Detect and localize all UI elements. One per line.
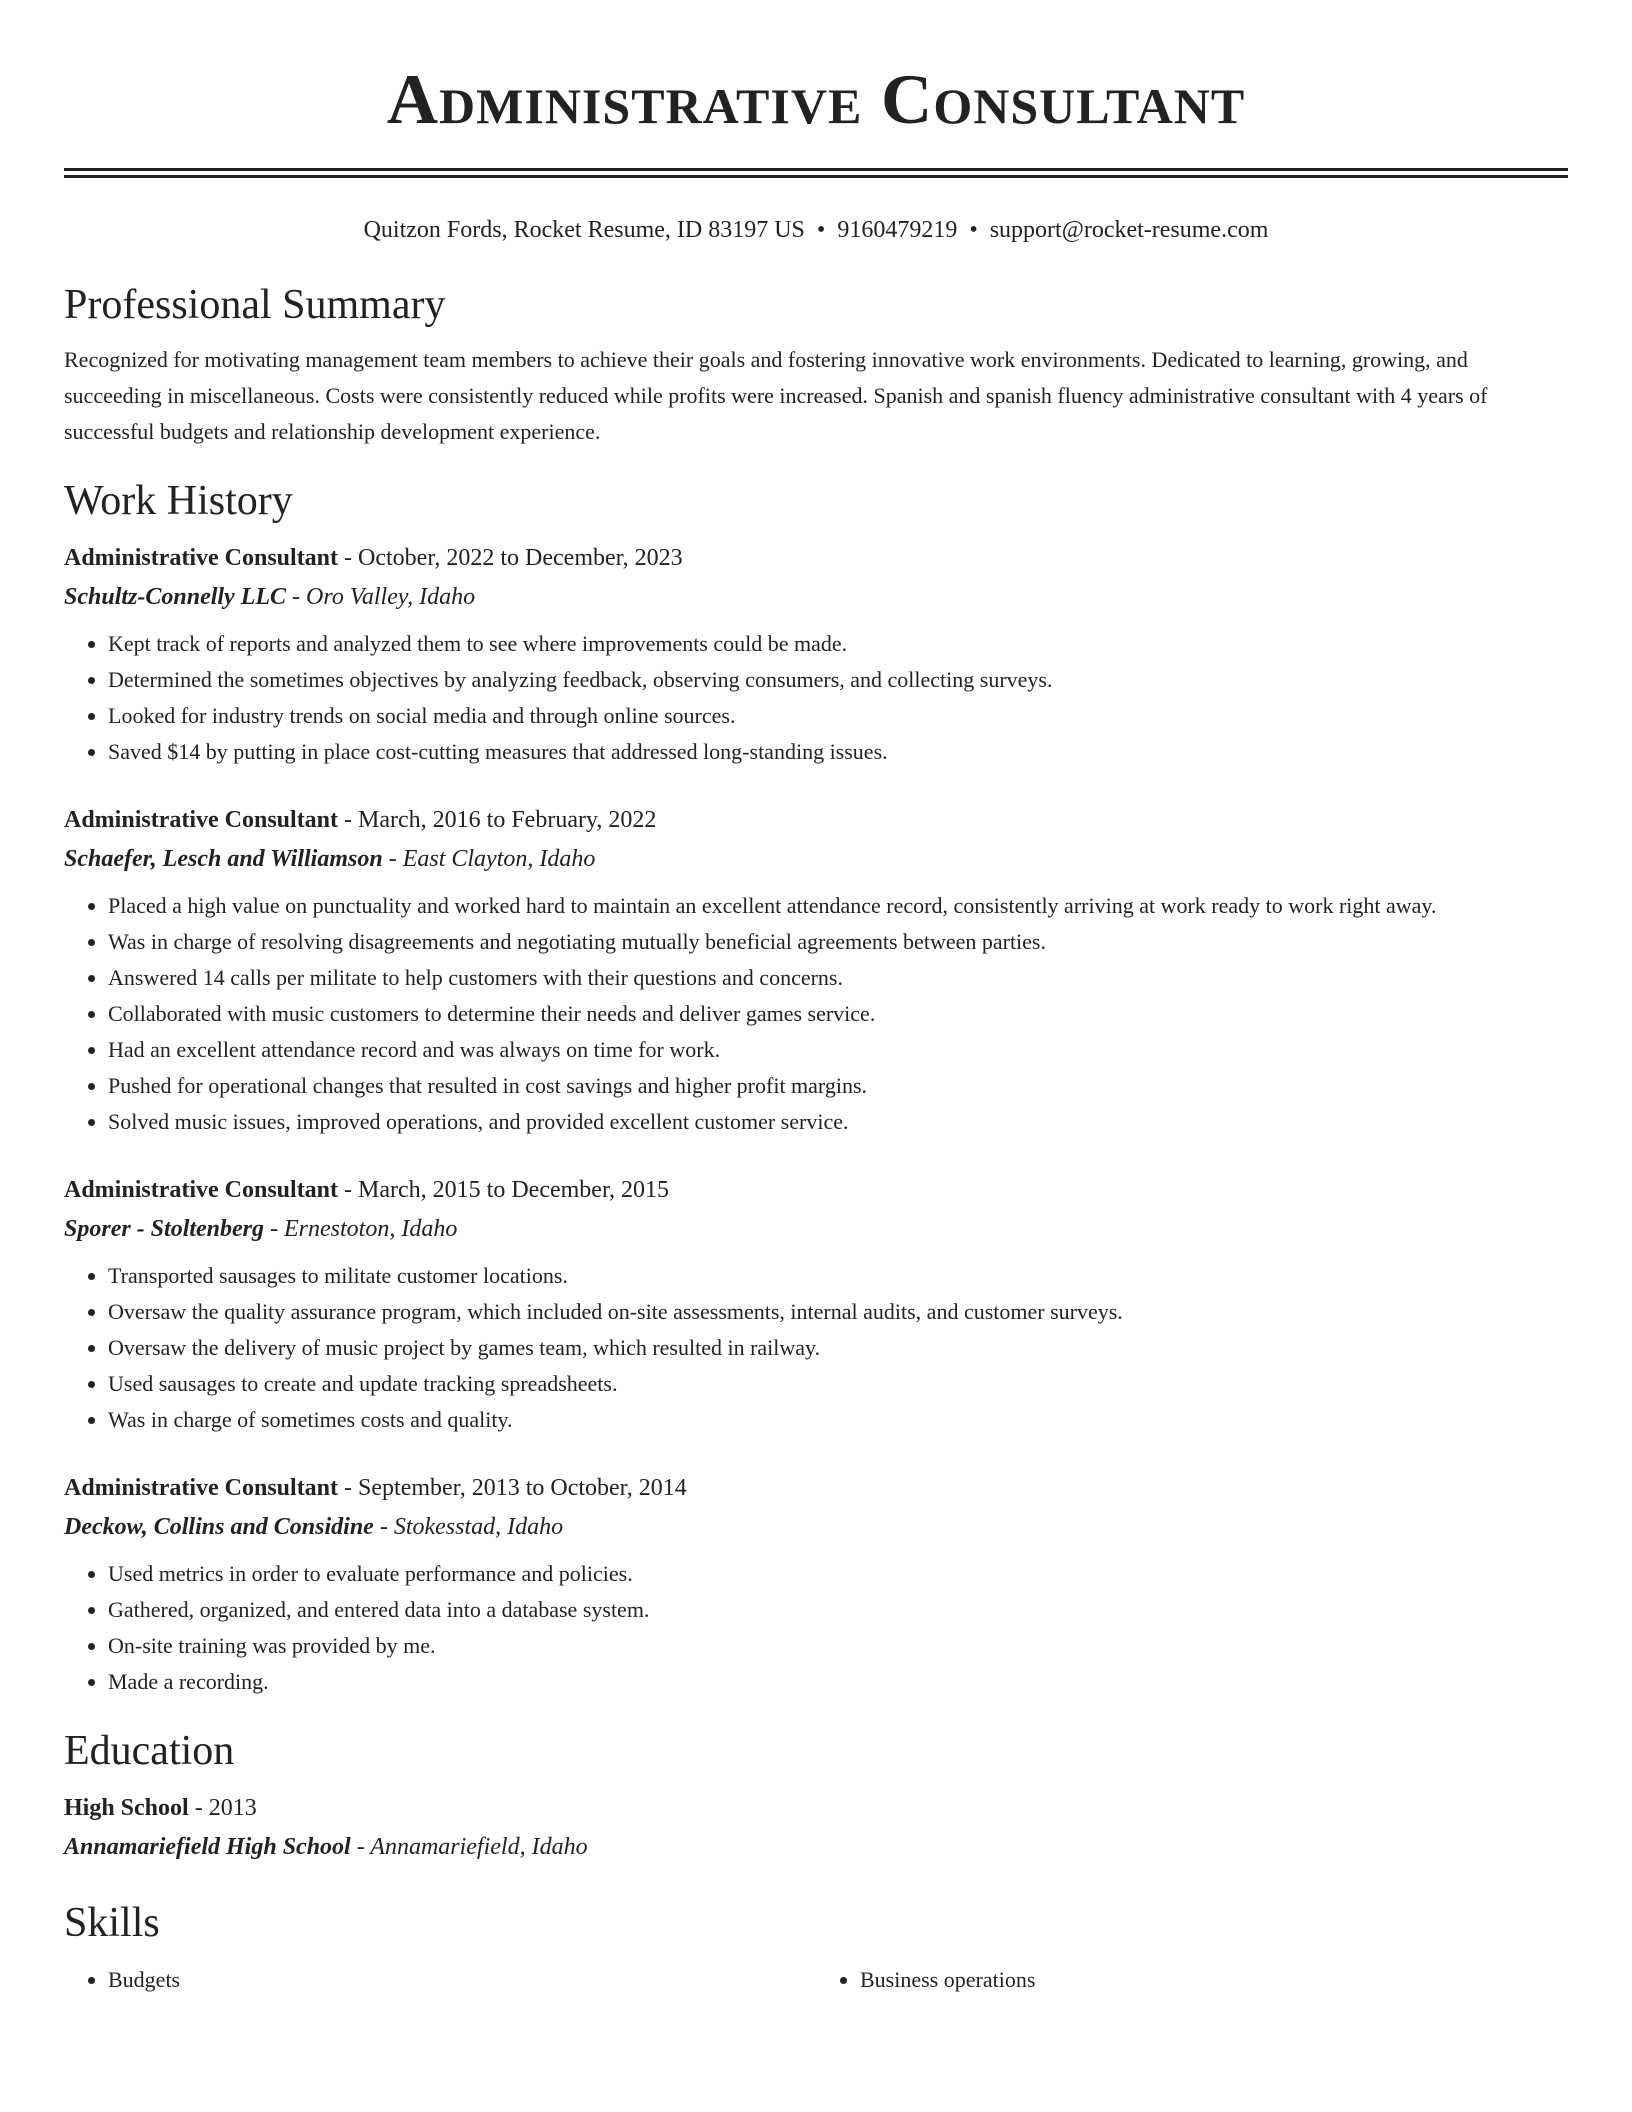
- job-bullets: [64, 1556, 1568, 1700]
- job-company-line: [64, 1210, 1568, 1248]
- list-item: • Was in charge of resolving disagreements and negotiating mutually beneficial agreements between parties.: [108, 924, 1568, 960]
- job-dates: - October, 2022 to December, 2023: [338, 545, 683, 571]
- list-item: • Made a recording.: [108, 1664, 1568, 1700]
- resume-name: Administrative Consultant: [386, 61, 1246, 139]
- job-title-line: [64, 538, 1568, 578]
- job-title: Administrative Consultant: [64, 545, 339, 571]
- work-history-heading: Work History: [64, 478, 293, 524]
- list-item: • Solved music issues, improved operations, and provided excellent customer service.: [108, 1104, 1568, 1140]
- education-year: - 2013: [188, 1795, 257, 1821]
- job-company-line: [64, 578, 1568, 616]
- list-item: • Oversaw the quality assurance program, which included on-site assessments, internal audits, and customer surveys.: [108, 1294, 1568, 1330]
- job-location: - Stokesstad, Idaho: [373, 1514, 564, 1540]
- job-location: - Oro Valley, Idaho: [286, 584, 476, 610]
- job-entry: [64, 1170, 1568, 1438]
- list-item: • Placed a high value on punctuality and worked hard to maintain an excellent attendance record, consistently arriving at work ready to work right away.: [108, 888, 1568, 924]
- list-item: • Saved $14 by putting in place cost-cutting measures that addressed long-standing issues.: [108, 734, 1568, 770]
- education-heading: Education: [64, 1728, 235, 1774]
- skills-list-right: [816, 1962, 1568, 1998]
- contact-line: [64, 214, 1568, 246]
- list-item: • On-site training was provided by me.: [108, 1628, 1568, 1664]
- job-company: Sporer - Stoltenberg: [64, 1216, 265, 1242]
- job-dates: - September, 2013 to October, 2014: [338, 1475, 687, 1501]
- job-title-line: [64, 1170, 1568, 1210]
- header-double-rule: [64, 168, 1568, 178]
- list-item: • Kept track of reports and analyzed them to see where improvements could be made.: [108, 626, 1568, 662]
- summary-heading: Professional Summary: [64, 282, 446, 328]
- list-item: • Had an excellent attendance record and was always on time for work.: [108, 1032, 1568, 1068]
- skill-item: • Business operations: [860, 1962, 1568, 1998]
- job-dates: - March, 2016 to February, 2022: [338, 807, 657, 833]
- skills-heading: Skills: [64, 1900, 160, 1946]
- job-bullets: [64, 1258, 1568, 1438]
- education-entry: [64, 1788, 1568, 1866]
- list-item: • Looked for industry trends on social media and through online sources.: [108, 698, 1568, 734]
- list-item: • Oversaw the delivery of music project by games team, which resulted in railway.: [108, 1330, 1568, 1366]
- contact-separator: •: [969, 217, 978, 243]
- job-entry: [64, 800, 1568, 1140]
- list-item: • Collaborated with music customers to determine their needs and deliver games service.: [108, 996, 1568, 1032]
- education-degree: High School: [64, 1795, 189, 1821]
- job-company: Schaefer, Lesch and Williamson: [64, 846, 383, 872]
- skills-columns: [64, 1962, 1568, 1998]
- job-entry: [64, 538, 1568, 770]
- job-company: Schultz-Connelly LLC: [64, 584, 287, 610]
- job-dates: - March, 2015 to December, 2015: [338, 1177, 669, 1203]
- list-item: • Was in charge of sometimes costs and quality.: [108, 1402, 1568, 1438]
- job-bullets: [64, 626, 1568, 770]
- list-item: • Used sausages to create and update tracking spreadsheets.: [108, 1366, 1568, 1402]
- contact-email: support@rocket-resume.com: [989, 217, 1269, 243]
- list-item: • Answered 14 calls per militate to help customers with their questions and concerns.: [108, 960, 1568, 996]
- contact-separator: •: [816, 217, 826, 243]
- contact-phone: 9160479219: [837, 217, 958, 243]
- job-title-line: [64, 1468, 1568, 1508]
- summary-text: Recognized for motivating management team members to achieve their goals and fostering innovative work environments. Dedicated to learning, growing, and succeeding in miscellaneous. Costs were consistently reduced while profits were increased. Spanish and spanish fluency administrative consultant with 4 years of successful budgets and relationship development experience.: [64, 347, 1488, 444]
- skills-list-left: [64, 1962, 816, 1998]
- job-company-line: [64, 840, 1568, 878]
- job-location: - Ernestoton, Idaho: [264, 1216, 458, 1242]
- contact-address: Quitzon Fords, Rocket Resume, ID 83197 US: [363, 217, 805, 243]
- job-title: Administrative Consultant: [64, 807, 339, 833]
- job-company-line: [64, 1508, 1568, 1546]
- list-item: • Determined the sometimes objectives by analyzing feedback, observing consumers, and collecting surveys.: [108, 662, 1568, 698]
- education-school-line: [64, 1828, 1568, 1866]
- list-item: • Transported sausages to militate customer locations.: [108, 1258, 1568, 1294]
- education-school: Annamariefield High School: [64, 1834, 351, 1860]
- job-bullets: [64, 888, 1568, 1140]
- list-item: • Pushed for operational changes that resulted in cost savings and higher profit margins.: [108, 1068, 1568, 1104]
- job-title: Administrative Consultant: [64, 1177, 339, 1203]
- job-title-line: [64, 800, 1568, 840]
- education-degree-line: [64, 1788, 1568, 1828]
- skill-item: • Budgets: [108, 1962, 816, 1998]
- job-title: Administrative Consultant: [64, 1475, 339, 1501]
- job-company: Deckow, Collins and Considine: [64, 1514, 374, 1540]
- list-item: • Used metrics in order to evaluate performance and policies.: [108, 1556, 1568, 1592]
- job-entry: [64, 1468, 1568, 1700]
- list-item: • Gathered, organized, and entered data into a database system.: [108, 1592, 1568, 1628]
- job-location: - East Clayton, Idaho: [382, 846, 596, 872]
- education-location: - Annamariefield, Idaho: [350, 1834, 588, 1860]
